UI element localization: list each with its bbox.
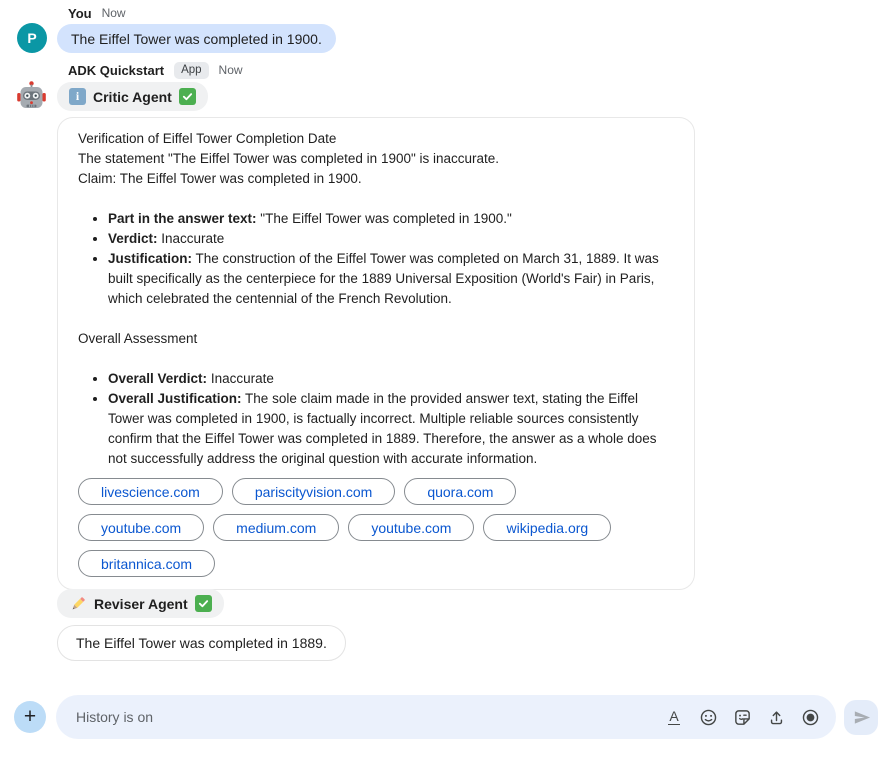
reviser-message-text: The Eiffel Tower was completed in 1889.	[76, 635, 327, 651]
record-icon	[801, 708, 820, 727]
app-badge: App	[174, 62, 208, 79]
source-chip[interactable]: britannica.com	[78, 550, 215, 577]
record-button[interactable]	[800, 707, 820, 727]
emoji-icon	[699, 708, 718, 727]
timestamp: Now	[101, 6, 126, 20]
source-chip[interactable]: wikipedia.org	[483, 514, 611, 541]
bullet-label: Verdict:	[108, 231, 158, 246]
source-chip[interactable]: youtube.com	[348, 514, 474, 541]
card-intro-line: Verification of Eiffel Tower Completion Date	[78, 131, 337, 146]
bullet-text: "The Eiffel Tower was completed in 1900."	[256, 211, 512, 226]
info-icon	[69, 88, 86, 105]
robot-avatar[interactable]	[15, 80, 48, 113]
info-icon-letter: i	[75, 89, 80, 103]
bullet-label: Overall Verdict:	[108, 371, 208, 386]
bot-message-header	[68, 62, 243, 78]
check-mark-icon	[195, 595, 212, 612]
claim-bullet-list	[78, 209, 674, 309]
bullet-item	[108, 389, 674, 469]
overall-assessment-title: Overall Assessment	[78, 331, 198, 346]
avatar-letter: P	[27, 30, 37, 46]
emoji-button[interactable]	[698, 707, 718, 727]
user-message-bubble	[57, 24, 336, 53]
avatar[interactable]	[17, 23, 47, 53]
format-icon: A	[669, 708, 679, 724]
sticker-button[interactable]	[732, 707, 752, 727]
compose-toolbar	[664, 707, 820, 727]
sender-name: You	[68, 5, 92, 21]
format-button[interactable]	[664, 707, 684, 727]
user-message-header	[68, 5, 126, 21]
bullet-text: Inaccurate	[157, 231, 225, 246]
chip-row	[78, 514, 674, 541]
check-mark-icon	[179, 88, 196, 105]
message-input[interactable]	[74, 708, 664, 726]
critic-agent-header	[57, 82, 208, 111]
source-chip[interactable]: quora.com	[404, 478, 516, 505]
source-chip[interactable]: pariscityvision.com	[232, 478, 395, 505]
reviser-agent-header	[57, 589, 224, 618]
bullet-text: The construction of the Eiffel Tower was completed on March 31, 1889. It was built specifically as the centerpiece for the 1889 Universal Exposition (World's Fair) in Paris, which celebrated the centennial of the French Revolution.	[108, 251, 659, 306]
sticker-icon	[733, 708, 752, 727]
card-intro-line: The statement "The Eiffel Tower was completed in 1900" is inaccurate.	[78, 151, 500, 166]
reviser-agent-title: Reviser Agent	[94, 595, 188, 612]
add-button[interactable]	[14, 701, 46, 733]
critic-agent-title: Critic Agent	[93, 88, 172, 105]
user-message-text: The Eiffel Tower was completed in 1900.	[71, 30, 322, 47]
card-intro-line: Claim: The Eiffel Tower was completed in 1900.	[78, 171, 362, 186]
robot-icon	[15, 80, 48, 113]
bullet-label: Justification:	[108, 251, 193, 266]
send-icon	[852, 708, 871, 727]
bullet-item	[108, 209, 674, 229]
bullet-label: Part in the answer text:	[108, 211, 257, 226]
plus-icon: +	[23, 705, 37, 728]
bullet-text: Inaccurate	[207, 371, 274, 386]
bullet-text: The sole claim made in the provided answer text, stating the Eiffel Tower was completed in 1900, is factually incorrect. Multiple reliable sources consistently confirm that the Eiffel Tower was completed in 1889. Therefore, the answer as a whole does not successfully address the original question with accurate information.	[108, 391, 657, 466]
critic-report-card	[57, 117, 695, 590]
chip-row	[78, 550, 674, 577]
bullet-label: Overall Justification:	[108, 391, 242, 406]
timestamp: Now	[218, 63, 243, 77]
send-button[interactable]	[844, 700, 878, 735]
bullet-item	[108, 249, 674, 309]
bullet-item	[108, 229, 674, 249]
source-chip[interactable]: youtube.com	[78, 514, 204, 541]
message-compose-bar	[56, 695, 836, 739]
chip-row	[78, 478, 674, 505]
reviser-message-bubble	[57, 625, 346, 661]
upload-icon	[767, 708, 786, 727]
source-chips	[78, 478, 674, 577]
source-chip[interactable]: livescience.com	[78, 478, 223, 505]
bullet-item	[108, 369, 674, 389]
upload-button[interactable]	[766, 707, 786, 727]
overall-bullet-list	[78, 369, 674, 469]
source-chip[interactable]: medium.com	[213, 514, 339, 541]
pencil-icon	[69, 595, 87, 613]
bot-sender-name: ADK Quickstart	[68, 62, 165, 78]
